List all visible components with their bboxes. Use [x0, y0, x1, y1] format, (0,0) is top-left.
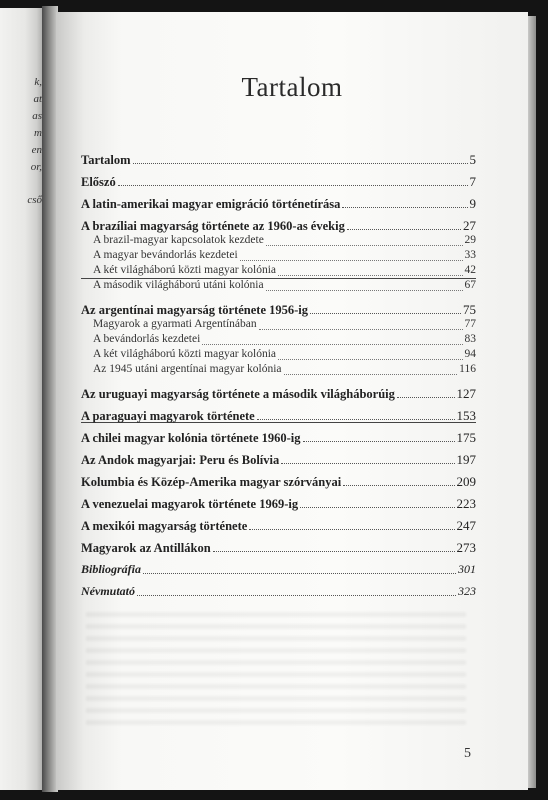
show-through-text	[86, 612, 466, 732]
toc-entry	[81, 474, 476, 490]
toc-entry	[81, 562, 476, 578]
toc-entry-page: 9	[469, 196, 476, 211]
toc-entry-title: Bibliográfia	[81, 562, 142, 576]
toc-entry-page: 273	[456, 540, 476, 555]
left-page-fragment: en	[31, 144, 42, 156]
toc-entry-title: Az 1945 utáni argentínai magyar kolónia	[93, 363, 282, 375]
toc-entry-title: A brazíliai magyarság története az 1960-as évekig	[81, 219, 345, 233]
toc-subentry	[81, 318, 476, 334]
toc-entry-page: 33	[464, 249, 476, 261]
toc-entry	[81, 218, 476, 234]
left-page-fragment: as	[32, 110, 42, 122]
dot-leader	[259, 329, 463, 330]
toc-entry-page: 116	[459, 363, 476, 375]
toc-entry-title: A mexikói magyarság története	[81, 519, 248, 533]
toc-entry-title: Az Andok magyarjai: Peru és Bolívia	[81, 453, 280, 467]
toc-subentry	[81, 264, 476, 280]
toc-entry	[81, 408, 476, 424]
dot-leader	[143, 573, 456, 574]
toc-entry-page: 247	[456, 518, 476, 533]
dot-leader	[133, 163, 468, 164]
dot-leader	[118, 185, 468, 186]
dot-leader	[343, 485, 454, 486]
toc-entry-page: 301	[458, 562, 476, 576]
toc-entry-page: 209	[456, 474, 476, 489]
toc-entry-title: A két világháború közti magyar kolónia	[93, 348, 276, 360]
toc-entry-page: 153	[456, 408, 476, 423]
toc-entry	[81, 518, 476, 534]
toc-entry-page: 77	[464, 318, 476, 330]
dot-leader	[281, 463, 454, 464]
dot-leader	[257, 419, 455, 420]
left-page-fragment: at	[33, 93, 42, 105]
dot-leader	[310, 313, 461, 314]
toc-entry-title: A paraguayi magyarok története	[81, 409, 255, 423]
toc-entry-page: 27	[463, 218, 476, 233]
toc-subentry	[81, 279, 476, 295]
toc-entry	[81, 430, 476, 446]
dot-leader	[278, 359, 463, 360]
dot-leader	[249, 529, 454, 530]
toc-entry	[81, 452, 476, 468]
toc-entry-title: A latin-amerikai magyar emigráció történetírása	[81, 197, 341, 211]
toc-entry-title: Az argentínai magyarság története 1956-ig	[81, 303, 309, 317]
toc-subentry	[81, 234, 476, 250]
toc-entry	[81, 174, 476, 190]
toc-entry-title: A chilei magyar kolónia története 1960-ig	[81, 431, 301, 445]
toc-entry-title: A venezuelai magyarok története 1969-ig	[81, 497, 299, 511]
toc-entry-title: A magyar bevándorlás kezdetei	[93, 249, 238, 261]
left-page-fragment: or,	[30, 161, 42, 173]
dot-leader	[278, 275, 463, 276]
toc-subentry	[81, 348, 476, 364]
toc-entry-title: Az uruguayi magyarság története a második világháborúig	[81, 387, 395, 401]
toc-entry	[81, 152, 476, 168]
left-page-fragment: k,	[34, 76, 42, 88]
toc-entry-title: A bevándorlás kezdetei	[93, 333, 201, 345]
dot-leader	[240, 260, 463, 261]
right-page	[56, 12, 528, 790]
toc-subentry	[81, 333, 476, 349]
toc-entry-page: 83	[464, 333, 476, 345]
dot-leader	[300, 507, 454, 508]
left-page	[0, 8, 46, 790]
toc-entry-title: Előszó	[81, 175, 116, 189]
toc-entry-page: 75	[463, 302, 476, 317]
toc-entry-page: 323	[458, 584, 476, 598]
dot-leader	[284, 374, 458, 375]
dot-leader	[397, 397, 455, 398]
toc-entry	[81, 386, 476, 402]
toc-entry-title: Magyarok a gyarmati Argentínában	[93, 318, 257, 330]
toc-entry-title: Kolumbia és Közép-Amerika magyar szórványai	[81, 475, 342, 489]
toc-subentry	[81, 363, 476, 379]
dot-leader	[202, 344, 462, 345]
toc-entry-page: 127	[456, 386, 476, 401]
toc-entry-page: 197	[456, 452, 476, 467]
toc-entry-page: 94	[464, 348, 476, 360]
toc-entry-title: A brazil-magyar kapcsolatok kezdete	[93, 234, 264, 246]
toc-entry-title: A két világháború közti magyar kolónia	[93, 264, 276, 276]
toc-entry-title: Magyarok az Antillákon	[81, 541, 211, 555]
dot-leader	[213, 551, 455, 552]
toc-entry-page: 175	[456, 430, 476, 445]
toc-entry-title: Tartalom	[81, 153, 131, 167]
toc-entry-page: 29	[464, 234, 476, 246]
toc-entry	[81, 540, 476, 556]
dot-leader	[342, 207, 467, 208]
toc-entry-page: 7	[469, 174, 476, 189]
page-number: 5	[464, 746, 471, 761]
dot-leader	[266, 290, 463, 291]
toc-entry	[81, 584, 476, 600]
left-page-fragment: cső	[27, 194, 42, 206]
toc-subentry	[81, 249, 476, 265]
dot-leader	[266, 245, 463, 246]
left-page-fragment: m	[34, 127, 42, 139]
toc-entry-page: 42	[464, 264, 476, 276]
toc-entry	[81, 496, 476, 512]
page-title: Tartalom	[241, 72, 343, 102]
dot-leader	[137, 595, 456, 596]
toc-entry	[81, 196, 476, 212]
toc-entry	[81, 302, 476, 318]
toc-entry-title: A második világháború utáni kolónia	[93, 279, 264, 291]
dot-leader	[303, 441, 455, 442]
toc-entry-page: 223	[456, 496, 476, 511]
toc-entry-title: Névmutató	[81, 584, 135, 598]
toc-entry-page: 67	[464, 279, 476, 291]
dot-leader	[347, 229, 461, 230]
toc-entry-page: 5	[469, 152, 476, 167]
